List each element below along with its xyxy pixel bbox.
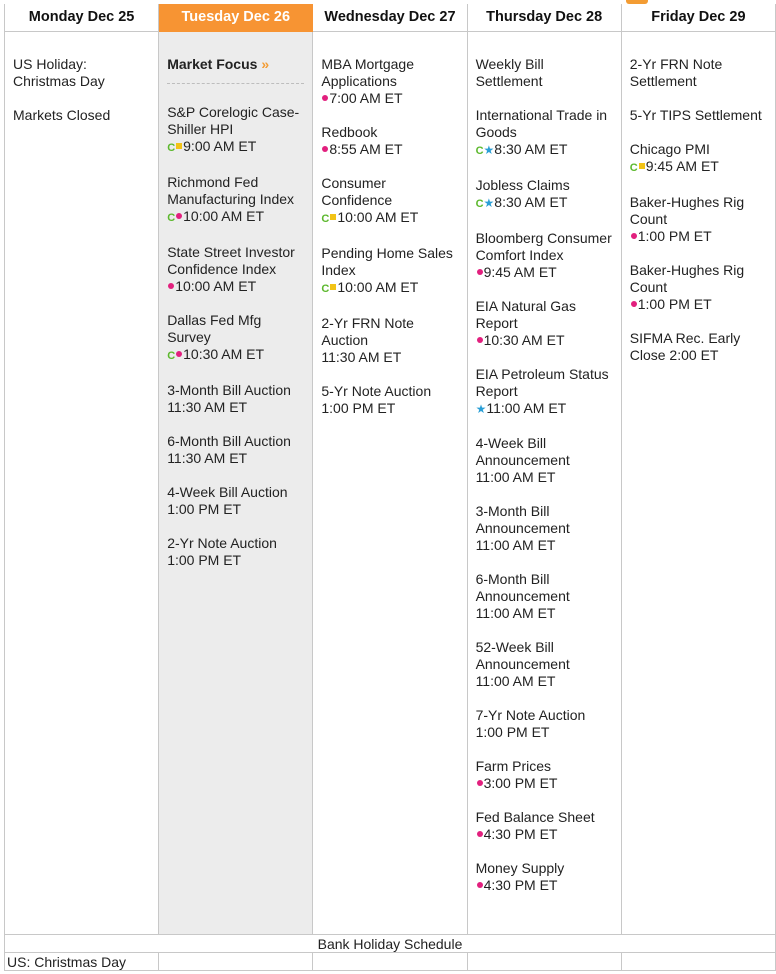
c-icon: C xyxy=(629,161,638,174)
event-time: 10:00 AM ET xyxy=(337,278,419,295)
c-icon: C xyxy=(167,349,176,362)
event-time: 1:00 PM ET xyxy=(637,295,712,312)
calendar-event[interactable] xyxy=(321,124,458,158)
event-time-line xyxy=(476,537,613,554)
bank-holiday-cell xyxy=(467,953,621,971)
calendar-event[interactable] xyxy=(321,175,458,228)
event-time: 1:00 PM ET xyxy=(321,399,396,416)
event-name[interactable]: 3-Month Bill Announcement xyxy=(475,502,570,536)
event-time-line xyxy=(476,194,613,213)
calendar-event[interactable] xyxy=(321,383,458,417)
bank-holiday-title: Bank Holiday Schedule xyxy=(5,935,776,953)
day-column-thu xyxy=(467,31,621,934)
dot-icon xyxy=(477,882,483,888)
event-time-line xyxy=(167,399,304,416)
event-time-line xyxy=(167,278,304,295)
calendar-event[interactable] xyxy=(476,758,613,792)
calendar-event[interactable] xyxy=(476,809,613,843)
day-header-fri[interactable]: Friday Dec 29 xyxy=(621,4,775,31)
event-name[interactable]: 52-Week Bill Announcement xyxy=(475,638,570,672)
day-column-wed xyxy=(313,31,467,934)
star-icon: ★ xyxy=(475,401,487,416)
star-icon: ★ xyxy=(483,142,495,157)
calendar-event[interactable] xyxy=(167,104,304,157)
event-time-line xyxy=(476,673,613,690)
event-name[interactable]: Pending Home Sales Index xyxy=(321,244,453,278)
calendar-event[interactable] xyxy=(476,298,613,349)
event-name[interactable]: 2-Yr FRN Note Settlement xyxy=(629,55,723,89)
bank-holiday-cell xyxy=(621,953,775,971)
calendar-event[interactable] xyxy=(321,245,458,298)
day-column-tue xyxy=(159,31,313,934)
dot-icon xyxy=(477,831,483,837)
event-time-line xyxy=(167,450,304,467)
calendar-event[interactable] xyxy=(167,535,304,569)
event-name[interactable]: 4-Week Bill Auction xyxy=(167,483,288,500)
calendar-event[interactable] xyxy=(476,366,613,418)
day-header-wed[interactable]: Wednesday Dec 27 xyxy=(313,4,467,31)
day-header-mon[interactable]: Monday Dec 25 xyxy=(5,4,159,31)
day-columns-row xyxy=(5,31,776,934)
event-name[interactable]: 3-Month Bill Auction xyxy=(167,381,291,398)
event-time: 11:00 AM ET xyxy=(475,604,556,621)
calendar-event[interactable] xyxy=(167,484,304,518)
event-name[interactable]: Fed Balance Sheet xyxy=(475,808,595,825)
dot-icon xyxy=(631,233,637,239)
calendar-event[interactable] xyxy=(476,230,613,281)
event-time: 10:00 AM ET xyxy=(183,207,265,224)
calendar-event[interactable] xyxy=(630,56,767,90)
calendar-event[interactable] xyxy=(476,435,613,486)
calendar-event[interactable] xyxy=(476,707,613,741)
event-time-line xyxy=(630,158,767,177)
double-arrow-icon: » xyxy=(261,55,270,72)
calendar-event[interactable] xyxy=(167,312,304,365)
calendar-event[interactable] xyxy=(476,639,613,690)
event-time: 8:30 AM ET xyxy=(494,140,568,157)
dot-icon xyxy=(322,95,328,101)
event-time-line xyxy=(476,141,613,160)
event-time: 11:30 AM ET xyxy=(167,398,248,415)
event-time: 8:55 AM ET xyxy=(329,140,403,157)
event-time: 11:30 AM ET xyxy=(167,449,248,466)
day-header-row xyxy=(5,4,776,31)
calendar-event[interactable] xyxy=(167,382,304,416)
event-name[interactable]: EIA Petroleum Status Report xyxy=(475,365,609,399)
event-name[interactable]: Farm Prices xyxy=(475,757,552,774)
event-time: 10:30 AM ET xyxy=(183,345,265,362)
calendar-event[interactable] xyxy=(13,56,150,90)
event-time-line xyxy=(167,501,304,518)
calendar-event[interactable] xyxy=(13,107,150,124)
event-name[interactable]: 2-Yr FRN Note Auction xyxy=(321,314,414,348)
event-name[interactable]: 2-Yr Note Auction xyxy=(167,534,277,551)
day-column-fri xyxy=(621,31,775,934)
event-name[interactable]: SIFMA Rec. Early Close 2:00 ET xyxy=(629,329,741,363)
bank-holiday-cell: US: Christmas Day xyxy=(5,953,159,971)
event-name[interactable]: 6-Month Bill Auction xyxy=(167,432,291,449)
star-icon: ★ xyxy=(483,195,495,210)
dot-icon xyxy=(168,283,174,289)
c-icon: C xyxy=(475,197,484,210)
event-name[interactable]: Redbook xyxy=(321,123,378,140)
calendar-event[interactable] xyxy=(630,194,767,245)
event-name[interactable]: International Trade in Goods xyxy=(475,106,608,140)
c-icon: C xyxy=(167,141,176,154)
calendar-event[interactable] xyxy=(476,177,613,213)
event-time: 1:00 PM ET xyxy=(167,500,242,517)
calendar-event[interactable] xyxy=(476,56,613,90)
calendar-event[interactable] xyxy=(167,433,304,467)
day-header-tue[interactable]: Tuesday Dec 26 xyxy=(159,4,313,31)
event-name[interactable]: Chicago PMI xyxy=(629,140,710,157)
event-time-line xyxy=(476,775,613,792)
event-name[interactable]: 7-Yr Note Auction xyxy=(475,706,586,723)
bank-holiday-cell xyxy=(313,953,467,971)
event-time-line xyxy=(476,826,613,843)
event-time-line xyxy=(476,469,613,486)
calendar-event[interactable] xyxy=(167,174,304,227)
event-time: 7:00 AM ET xyxy=(329,89,403,106)
event-time-line xyxy=(167,552,304,569)
dot-icon xyxy=(176,213,182,219)
event-time-line xyxy=(476,724,613,741)
event-name[interactable]: S&P Corelogic Case-Shiller HPI xyxy=(167,103,300,137)
square-icon xyxy=(176,143,182,149)
event-time: 11:00 AM ET xyxy=(475,672,556,689)
c-icon: C xyxy=(167,211,176,224)
calendar-event[interactable] xyxy=(476,503,613,554)
event-name[interactable]: 5-Yr Note Auction xyxy=(321,382,432,399)
event-name[interactable]: Baker-Hughes Rig Count xyxy=(629,261,745,295)
dot-icon xyxy=(477,337,483,343)
calendar-event[interactable] xyxy=(321,56,458,107)
event-name[interactable]: State Street Investor Confidence Index xyxy=(167,243,295,277)
event-time-line xyxy=(476,264,613,281)
bank-holiday-row xyxy=(5,953,776,971)
economic-calendar xyxy=(4,4,776,934)
dot-icon xyxy=(631,301,637,307)
event-time-line xyxy=(476,605,613,622)
calendar-event[interactable] xyxy=(476,571,613,622)
event-time-line xyxy=(321,141,458,158)
event-time-line xyxy=(167,346,304,365)
dot-icon xyxy=(477,780,483,786)
calendar-event[interactable] xyxy=(630,262,767,313)
dot-icon xyxy=(477,269,483,275)
calendar-event[interactable] xyxy=(167,244,304,295)
c-icon: C xyxy=(321,282,330,295)
event-time-line xyxy=(167,208,304,227)
square-icon xyxy=(639,163,645,169)
event-time: 11:00 AM ET xyxy=(475,536,556,553)
market-focus-label[interactable]: Market Focus xyxy=(167,55,258,72)
event-time: 9:00 AM ET xyxy=(183,137,257,154)
event-time-line xyxy=(321,90,458,107)
market-focus-link[interactable] xyxy=(167,56,304,84)
event-name[interactable]: Money Supply xyxy=(475,859,565,876)
event-time: 11:30 AM ET xyxy=(321,348,402,365)
calendar-event[interactable] xyxy=(476,107,613,160)
event-name[interactable]: 4-Week Bill Announcement xyxy=(475,434,570,468)
event-time: 3:00 PM ET xyxy=(483,774,558,791)
event-time-line xyxy=(630,296,767,313)
event-time: 4:30 PM ET xyxy=(483,825,558,842)
event-time: 11:00 AM ET xyxy=(486,399,567,416)
event-time-line xyxy=(476,332,613,349)
event-name[interactable]: Jobless Claims xyxy=(475,176,570,193)
event-name[interactable]: Baker-Hughes Rig Count xyxy=(629,193,745,227)
bank-holiday-title-row xyxy=(5,935,776,953)
dot-icon xyxy=(176,351,182,357)
event-time: 4:30 PM ET xyxy=(483,876,558,893)
event-time-line xyxy=(476,877,613,894)
calendar-event[interactable] xyxy=(476,860,613,894)
event-time: 10:00 AM ET xyxy=(337,208,419,225)
day-column-mon xyxy=(5,31,159,934)
event-time-line xyxy=(321,349,458,366)
event-time-line xyxy=(476,400,613,418)
c-icon: C xyxy=(321,212,330,225)
event-time: 9:45 AM ET xyxy=(645,157,719,174)
event-time: 9:45 AM ET xyxy=(483,263,557,280)
square-icon xyxy=(330,284,336,290)
event-time: 1:00 PM ET xyxy=(637,227,712,244)
calendar-event[interactable] xyxy=(630,107,767,124)
event-time: 1:00 PM ET xyxy=(167,551,242,568)
event-time-line xyxy=(630,228,767,245)
event-time: 10:30 AM ET xyxy=(483,331,565,348)
event-name[interactable]: MBA Mortgage Applications xyxy=(321,55,414,89)
calendar-event[interactable] xyxy=(630,330,767,364)
event-time: 1:00 PM ET xyxy=(475,723,550,740)
calendar-event[interactable] xyxy=(630,141,767,177)
bank-holiday-table xyxy=(4,934,776,971)
event-name[interactable]: Markets Closed xyxy=(13,106,111,123)
c-icon: C xyxy=(475,144,484,157)
event-name[interactable]: Bloomberg Consumer Comfort Index xyxy=(475,229,612,263)
event-name[interactable]: Weekly Bill Settlement xyxy=(475,55,544,89)
event-time-line xyxy=(321,279,458,298)
event-time: 11:00 AM ET xyxy=(475,468,556,485)
bank-holiday-cell xyxy=(159,953,313,971)
square-icon xyxy=(330,214,336,220)
event-name[interactable]: EIA Natural Gas Report xyxy=(475,297,576,331)
event-time-line xyxy=(167,138,304,157)
event-name[interactable]: Richmond Fed Manufacturing Index xyxy=(167,173,295,207)
event-time-line xyxy=(321,209,458,228)
day-header-thu[interactable]: Thursday Dec 28 xyxy=(467,4,621,31)
event-time: 10:00 AM ET xyxy=(175,277,257,294)
event-name[interactable]: 6-Month Bill Announcement xyxy=(475,570,570,604)
event-time-line xyxy=(321,400,458,417)
event-name[interactable]: Consumer Confidence xyxy=(321,174,393,208)
event-name[interactable]: 5-Yr TIPS Settlement xyxy=(629,106,762,123)
event-name[interactable]: Dallas Fed Mfg Survey xyxy=(167,311,262,345)
dot-icon xyxy=(322,146,328,152)
event-name[interactable]: US Holiday: Christmas Day xyxy=(13,55,105,89)
calendar-event[interactable] xyxy=(321,315,458,366)
event-time: 8:30 AM ET xyxy=(494,193,568,210)
